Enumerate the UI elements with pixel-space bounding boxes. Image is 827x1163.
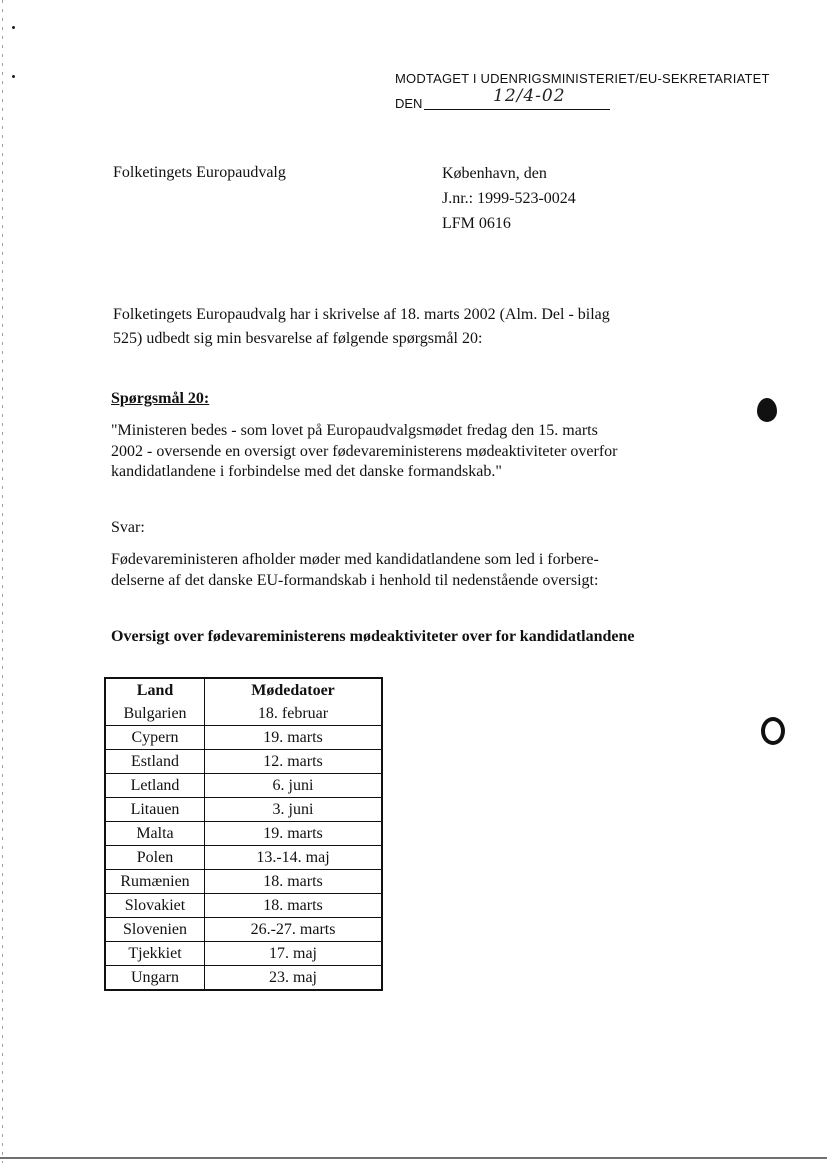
table-row bbox=[105, 846, 382, 870]
table-row bbox=[105, 750, 382, 774]
received-stamp: MODTAGET I UDENRIGSMINISTERIET/EU-SEKRETARIATET bbox=[395, 71, 770, 86]
table-row bbox=[105, 942, 382, 966]
cell-date: 19. marts bbox=[205, 726, 383, 750]
table-row bbox=[105, 870, 382, 894]
cell-date: 13.-14. maj bbox=[205, 846, 383, 870]
stamp-den-label: DEN bbox=[395, 96, 423, 111]
table-row bbox=[105, 918, 382, 942]
city-date-line: København, den bbox=[442, 165, 547, 182]
table-row bbox=[105, 726, 382, 750]
cell-land: Cypern bbox=[105, 726, 205, 750]
cell-land: Litauen bbox=[105, 798, 205, 822]
cell-land: Ungarn bbox=[105, 966, 205, 991]
scan-edge-bottom bbox=[0, 1157, 827, 1159]
cell-land: Polen bbox=[105, 846, 205, 870]
cell-land: Bulgarien bbox=[105, 702, 205, 726]
cell-date: 18. marts bbox=[205, 870, 383, 894]
table-title: Oversigt over fødevareministerens mødeaktiviteter over for kandidatlandene bbox=[111, 628, 635, 645]
header-land: Land bbox=[105, 678, 205, 702]
scan-speck bbox=[12, 26, 15, 29]
intro-line-1: Folketingets Europaudvalg har i skrivelse af 18. marts 2002 (Alm. Del - bilag bbox=[113, 306, 610, 323]
table-row bbox=[105, 702, 382, 726]
stamp-date-line bbox=[424, 109, 610, 110]
scan-edge-left bbox=[2, 0, 3, 1163]
header-moededatoer: Mødedatoer bbox=[205, 678, 383, 702]
cell-land: Malta bbox=[105, 822, 205, 846]
question-line-1: "Ministeren bedes - som lovet på Europaudvalgsmødet fredag den 15. marts bbox=[111, 422, 598, 439]
cell-date: 19. marts bbox=[205, 822, 383, 846]
journal-number: J.nr.: 1999-523-0024 bbox=[442, 190, 576, 207]
question-line-2: 2002 - oversende en oversigt over fødevareministerens mødeaktiviteter overfor bbox=[111, 443, 618, 460]
answer-line-1: Fødevareministeren afholder møder med kandidatlandene som led i forbere- bbox=[111, 551, 599, 568]
handwritten-date: 12/4-02 bbox=[493, 86, 566, 106]
question-line-3: kandidatlandene i forbindelse med det danske formandskab." bbox=[111, 463, 502, 480]
addressee: Folketingets Europaudvalg bbox=[113, 164, 286, 181]
cell-date: 23. maj bbox=[205, 966, 383, 991]
cell-date: 18. februar bbox=[205, 702, 383, 726]
table-row bbox=[105, 894, 382, 918]
answer-line-2: delserne af det danske EU-formandskab i henhold til nedenstående oversigt: bbox=[111, 572, 599, 589]
cell-date: 3. juni bbox=[205, 798, 383, 822]
cell-date: 17. maj bbox=[205, 942, 383, 966]
answer-heading: Svar: bbox=[111, 519, 145, 536]
scan-speck bbox=[12, 75, 15, 78]
table-row bbox=[105, 798, 382, 822]
cell-land: Estland bbox=[105, 750, 205, 774]
cell-land: Letland bbox=[105, 774, 205, 798]
table-row bbox=[105, 774, 382, 798]
table-header-row bbox=[105, 678, 382, 702]
punch-hole-ring bbox=[761, 717, 785, 745]
cell-date: 6. juni bbox=[205, 774, 383, 798]
cell-date: 12. marts bbox=[205, 750, 383, 774]
cell-land: Slovakiet bbox=[105, 894, 205, 918]
cell-date: 26.-27. marts bbox=[205, 918, 383, 942]
question-heading: Spørgsmål 20: bbox=[111, 390, 210, 407]
intro-line-2: 525) udbedt sig min besvarelse af følgende spørgsmål 20: bbox=[113, 330, 483, 347]
cell-land: Rumænien bbox=[105, 870, 205, 894]
cell-land: Tjekkiet bbox=[105, 942, 205, 966]
meetings-table bbox=[104, 677, 383, 991]
lfm-reference: LFM 0616 bbox=[442, 215, 511, 232]
punch-hole-mark bbox=[757, 398, 777, 422]
table-row bbox=[105, 966, 382, 991]
cell-date: 18. marts bbox=[205, 894, 383, 918]
cell-land: Slovenien bbox=[105, 918, 205, 942]
table-row bbox=[105, 822, 382, 846]
